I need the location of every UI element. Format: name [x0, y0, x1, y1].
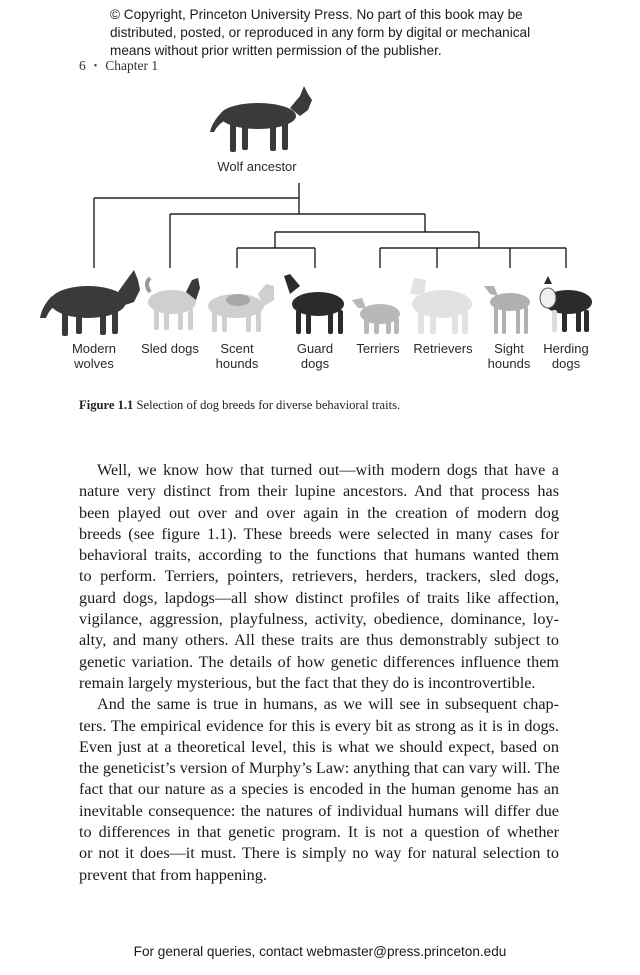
leaf-label-line: Retrievers [413, 341, 473, 356]
leaf-label-terriers [356, 341, 399, 356]
text-line: or not it does—it must. There is simply no way for natural selection to [79, 844, 559, 863]
leaf-label-scent-hounds [216, 341, 259, 371]
leaf-label-line: Sight [494, 341, 524, 356]
paragraph-2 [79, 694, 559, 886]
leaf-label-herding-dogs [543, 341, 589, 371]
running-head [79, 58, 158, 74]
leaf-label-line: dogs [551, 356, 581, 371]
text-line: alty, and many others. All these traits are thus demonstrably subject to [79, 631, 559, 650]
text-line: ters. The empirical evidence for this is every bit as strong as it is in dogs. [79, 716, 559, 735]
sight-hound-silhouette [484, 286, 530, 334]
leaf-label-line: Sled dogs [141, 341, 199, 356]
text-line: vigilance, aggression, playfulness, activity, obedience, dominance, loy- [79, 610, 559, 629]
tree-lines [94, 183, 566, 268]
text-line: to perform. Terriers, pointers, retrievers, herders, trackers, sled dogs, [79, 567, 559, 586]
leaf-label-line: dogs [300, 356, 330, 371]
footer-contact: For general queries, contact webmaster@press.princeton.edu [133, 944, 507, 959]
page-number: 6 [79, 58, 86, 73]
text-line: behavioral traits, according to the functions that humans wanted them [79, 546, 559, 565]
text-line: nature very distinct from their lupine ancestors. And that process has [79, 482, 559, 501]
text-line: And the same is true in humans, as we will see in subsequent chap- [97, 695, 559, 714]
herding-dog-silhouette [540, 276, 592, 332]
figure-caption [79, 398, 400, 413]
leaf-label-guard-dogs [297, 341, 333, 371]
leaf-label-line: Scent [220, 341, 254, 356]
copyright-notice [110, 6, 570, 60]
chapter-title: Chapter 1 [105, 58, 159, 73]
leaf-label-modern-wolves [72, 341, 116, 371]
text-line: Well, we know how that turned out—with modern dogs that have a [97, 461, 559, 479]
leaf-label-line: hounds [487, 356, 531, 371]
leaf-label-line: wolves [74, 356, 114, 371]
text-line: genetic variation. The details of how genetic differences influence them [79, 652, 559, 671]
running-head-bullet: • [93, 60, 98, 72]
root-label: Wolf ancestor [217, 159, 297, 174]
wolf-ancestor-silhouette [210, 86, 312, 152]
figure-caption-text: Selection of dog breeds for diverse behavioral traits. [133, 398, 401, 412]
copyright-line: distributed, posted, or reproduced in any form by digital or mechanical [110, 25, 531, 40]
text-line: Even just at a theoretical level, this is what we should expect, based on [79, 737, 559, 756]
text-line: fact that our nature as a species is encoded in the human genome has an [79, 780, 559, 799]
text-line: been played out over and over again in the creation of modern dog [79, 503, 559, 522]
tree-diagram [0, 80, 640, 380]
sled-dog-silhouette [147, 278, 200, 330]
copyright-line: means without prior written permission of the publisher. [110, 43, 442, 58]
leaf-label-line: Modern [71, 341, 117, 356]
text-line: prevent that from happening. [79, 865, 267, 884]
terrier-silhouette [352, 298, 400, 334]
text-line: remain largely mysterious, but the fact that they do is incontrovertible. [79, 673, 536, 692]
guard-dog-silhouette [284, 274, 344, 334]
text-line: inevitable consequence: the natures of individual humans will differ due [79, 801, 559, 820]
text-line: the geneticist’s version of Murphy’s Law: anything that can vary will. The [79, 759, 560, 778]
figure-caption-label: Figure 1.1 [79, 398, 134, 412]
modern-wolf-silhouette [40, 270, 140, 336]
retriever-silhouette [410, 278, 472, 334]
text-line: guard dogs, lapdogs—all show distinct profiles of traits like affection, [79, 588, 559, 607]
leaf-label-line: Herding [543, 341, 589, 356]
figure-dog-tree [0, 80, 640, 380]
scent-hound-silhouette [208, 284, 274, 332]
leaf-label-sight-hounds [488, 341, 531, 371]
leaf-label-line: Terriers [356, 341, 400, 356]
leaf-label-line: hounds [215, 356, 259, 371]
leaf-label-retrievers [413, 341, 472, 356]
text-line: to differences in that genetic program. It is not a question of whether [79, 823, 559, 842]
body-text [79, 460, 559, 886]
text-line: breeds (see figure 1.1). These breeds were selected in many cases for [79, 524, 559, 543]
leaf-label-line: Guard [296, 341, 334, 356]
leaf-label-sled-dogs [141, 341, 199, 356]
paragraph-1 [79, 460, 559, 694]
copyright-line: © Copyright, Princeton University Press. No part of this book may be [110, 7, 523, 22]
